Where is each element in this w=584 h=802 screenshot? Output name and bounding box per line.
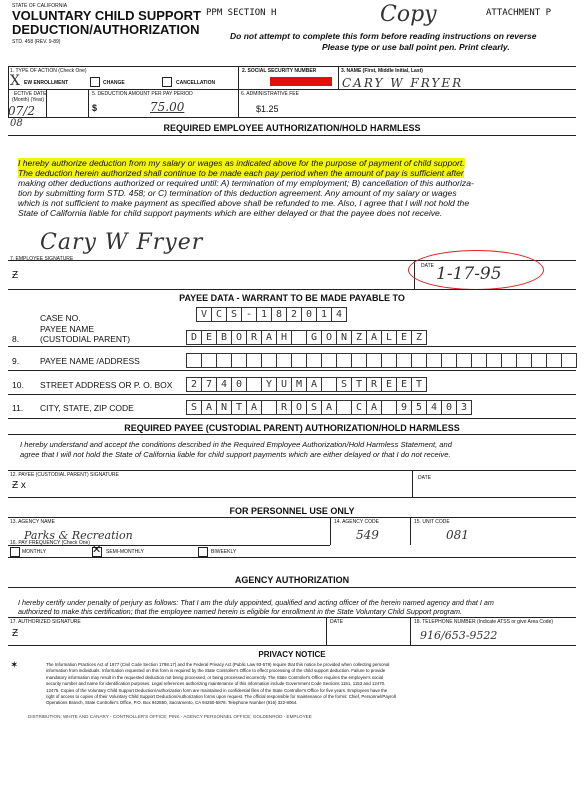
agency-code-label: 14. AGENCY CODE <box>334 519 379 525</box>
street-char: 7 <box>201 377 217 392</box>
payee-name-char: H <box>276 330 292 345</box>
ppm-section: PPM SECTION H <box>206 8 277 18</box>
new-enrollment-check[interactable]: X <box>10 73 20 89</box>
custodial-line-2: agree that I will not hold the State of California liable for child support payments which are either delayed or that I do not receive. <box>20 450 451 459</box>
city-char: R <box>276 400 292 415</box>
auth-line-1: I hereby authorize deduction from my salary or wages as indicated above for the purpose of payment of child support. <box>18 158 465 168</box>
row-9-number: 9. <box>12 356 20 366</box>
form-title-line1: VOLUNTARY CHILD SUPPORT <box>12 8 201 23</box>
payee-signature-field[interactable]: Ƶ x <box>12 480 26 491</box>
admin-fee-value: $1.25 <box>256 104 279 114</box>
signature-date[interactable]: 1-17-95 <box>436 264 502 284</box>
row-11-number: 11. <box>12 403 24 413</box>
street-char: T <box>411 377 427 392</box>
payee-name-char: O <box>231 330 247 345</box>
authorized-signature-label: 17. AUTHORIZED SIGNATURE <box>10 619 81 625</box>
case-char: 0 <box>301 307 317 322</box>
payee-heading: PAYEE DATA - WARRANT TO BE MADE PAYABLE TO <box>179 293 405 303</box>
payee-name-char: E <box>201 330 217 345</box>
semi-monthly-check: ✕ <box>92 544 102 556</box>
street-char: Y <box>261 377 277 392</box>
city-char: 5 <box>411 400 427 415</box>
effective-date-value[interactable]: 07/2 <box>8 104 35 118</box>
biweekly-label: BIWEEKLY <box>211 549 237 555</box>
agency-name-label: 13. AGENCY NAME <box>10 519 55 525</box>
city-char: S <box>306 400 322 415</box>
cancellation-label: CANCELLATION <box>176 80 216 86</box>
privacy-mark: ✶ <box>10 660 19 671</box>
payee-address-label: PAYEE NAME /ADDRESS <box>40 356 140 366</box>
city-char: C <box>351 400 367 415</box>
auth-line-4: tion by submitting form STD. 458; or C) termination of this deduction agreement. Any amount of my salary or wages <box>18 188 457 198</box>
payee-name-char: Z <box>351 330 367 345</box>
case-char: V <box>196 307 212 322</box>
payee-name-char: R <box>246 330 262 345</box>
row-10-number: 10. <box>12 380 24 390</box>
street-char: 2 <box>186 377 202 392</box>
dollar-sign: $ <box>92 103 98 113</box>
privacy-line: Operations Branch, State Controller's Office, P.O. Box 942850, Sacramento, CA 94250-5878. Telephone Number (916) 322-8064. <box>46 700 298 706</box>
attachment-label: ATTACHMENT P <box>486 8 552 18</box>
street-char: S <box>336 377 352 392</box>
effective-date-label: ECTIVE DATE <box>14 91 47 97</box>
personnel-heading: FOR PERSONNEL USE ONLY <box>229 506 355 516</box>
payee-name-char: L <box>381 330 397 345</box>
auth-line-6: State of California liable for child support payments which are either delayed or that the payee does not receive. <box>18 208 443 218</box>
city-char: A <box>201 400 217 415</box>
case-char: C <box>211 307 227 322</box>
state-label: STATE OF CALIFORNIA <box>12 3 68 9</box>
deduction-label: 5. DEDUCTION AMOUNT PER PAY PERIOD <box>92 91 193 97</box>
privacy-line: information from individuals. Information requested on this form is required by the State Controller's Office to effect processing of the child support deduction. Failure to provide <box>46 668 386 674</box>
payee-name-char: A <box>366 330 382 345</box>
city-char: 0 <box>441 400 457 415</box>
agency-auth-heading: AGENCY AUTHORIZATION <box>234 575 350 585</box>
city-char: A <box>321 400 337 415</box>
city-char: T <box>231 400 247 415</box>
row-8-number: 8. <box>12 334 20 344</box>
city-char: A <box>366 400 382 415</box>
city-char: 4 <box>426 400 442 415</box>
payee-date-label: DATE <box>418 475 431 481</box>
city-char <box>336 400 352 415</box>
authorized-signature-field[interactable]: Ƶ <box>12 628 19 639</box>
street-char: T <box>351 377 367 392</box>
case-char: - <box>241 307 257 322</box>
agency-name-value[interactable]: Parks & Recreation <box>24 529 133 542</box>
street-char: 0 <box>231 377 247 392</box>
date-label: DATE <box>421 263 434 269</box>
employee-signature[interactable]: Cary W Fryer <box>40 230 204 255</box>
monthly-label: MONTHLY <box>22 549 47 555</box>
privacy-heading: PRIVACY NOTICE <box>258 650 326 659</box>
name-field[interactable]: CARY W FRYER <box>342 76 464 90</box>
case-no-label: CASE NO. <box>40 313 81 323</box>
action-type-label: 1. TYPE OF ACTION (Check One) <box>10 68 87 74</box>
phone-label: 18. TELEPHONE NUMBER (Indicate ATSS or give Area Code) <box>414 619 554 625</box>
auth-line-2: The deduction herein authorized shall continue to be made each pay period when the amount of pay is sufficient after <box>18 168 464 178</box>
auth-line-5: which is not sufficient to make payment as specified above shall be refunded to me. Also, I agree that I will not hold the <box>18 198 470 208</box>
street-address-field[interactable] <box>186 377 426 392</box>
semi-monthly-label: SEMI-MONTHLY <box>106 549 144 555</box>
agency-code-value[interactable]: 549 <box>356 528 379 542</box>
auth-paragraph <box>18 158 474 218</box>
unit-code-value[interactable]: 081 <box>446 528 469 542</box>
biweekly-checkbox[interactable] <box>198 547 208 557</box>
city-state-zip-label: CITY, STATE, ZIP CODE <box>40 403 134 413</box>
effective-date-value-2: 08 <box>10 118 23 129</box>
ssn-redaction <box>270 77 332 86</box>
custodial-heading: REQUIRED PAYEE (CUSTODIAL PARENT) AUTHORIZATION/HOLD HARMLESS <box>124 423 460 433</box>
ssn-label: 2. SOCIAL SECURITY NUMBER <box>242 68 317 74</box>
payee-name-field[interactable] <box>186 330 426 345</box>
payee-name-char: A <box>261 330 277 345</box>
street-char: E <box>381 377 397 392</box>
pay-frequency-label: 16. PAY FREQUENCY (Check One) <box>10 540 90 546</box>
payee-name-char: O <box>321 330 337 345</box>
case-no-field[interactable] <box>196 307 346 322</box>
case-char: 4 <box>331 307 347 322</box>
payee-name-char: D <box>186 330 202 345</box>
effective-date-sub: (Month) (Year) <box>12 97 45 103</box>
city-char <box>261 400 277 415</box>
privacy-line: security number and name for identification purposes. Legal references authorizing maintenance of this information include Government Code Sections 1151, 1153 and 12470. <box>46 681 386 687</box>
monthly-checkbox[interactable] <box>10 547 20 557</box>
case-char: 1 <box>316 307 332 322</box>
instructions-line1: Do not attempt to complete this form before reading instructions on reverse <box>230 31 537 41</box>
privacy-line: right of access to copies of their Voluntary Child Support Deduction/Authorization forms upon request. The official responsible for maintenance of the forms: Chief, Personnel/Payroll <box>46 694 396 700</box>
change-checkbox[interactable] <box>90 77 100 87</box>
instructions-line2: Please type or use ball point pen. Print clearly. <box>322 42 510 52</box>
agency-line-2: authorized to make this certification; that the employee named herein is eligible for enrollment in the State Voluntary Child Support program. <box>18 607 462 616</box>
payee-name-char: B <box>216 330 232 345</box>
form-title-line2: DEDUCTION/AUTHORIZATION <box>12 22 200 37</box>
case-char: 8 <box>271 307 287 322</box>
cancellation-checkbox[interactable] <box>162 77 172 87</box>
deduction-amount[interactable]: 75.00 <box>150 100 185 114</box>
distribution-footer: DISTRIBUTION: WHITE AND CANARY - CONTROLLER'S OFFICE; PINK - AGENCY PERSONNEL OFFICE; GOLDENROD - EMPLOYEE <box>28 714 312 719</box>
agency-date-label: DATE <box>330 619 343 625</box>
privacy-paragraph <box>46 662 564 707</box>
payee-name-char: E <box>396 330 412 345</box>
privacy-line: 12475. Copies of the Voluntary Child Support Deduction/Authorization form are maintained in confidential files of the State Controller's Office for five years. Employees have the <box>46 687 388 693</box>
privacy-line: The Information Practices Act of 1977 (Civil Code Section 1798.17) and the Federal Privacy Act (Public Law 93-579) require that this notice be provided when collecting personal <box>46 662 390 667</box>
name-label: 3. NAME (First, Middle Initial, Last) <box>341 68 423 74</box>
signature-mark: Ƶ <box>12 270 19 281</box>
new-enrollment-label: EW ENROLLMENT <box>24 80 69 86</box>
street-char <box>321 377 337 392</box>
payee-name-label-2: (CUSTODIAL PARENT) <box>40 334 131 344</box>
unit-code-label: 15. UNIT CODE <box>414 519 450 525</box>
admin-fee-label: 6. ADMINISTRATIVE FEE <box>241 91 299 97</box>
custodial-paragraph <box>20 440 452 460</box>
street-char: R <box>366 377 382 392</box>
street-char: 4 <box>216 377 232 392</box>
city-char: 9 <box>396 400 412 415</box>
payee-signature-label: 12. PAYEE (CUSTODIAL PARENT) SIGNATURE <box>10 472 119 478</box>
phone-value[interactable]: 916/653-9522 <box>420 629 498 642</box>
city-char <box>381 400 397 415</box>
street-char <box>246 377 262 392</box>
payee-name-char: N <box>336 330 352 345</box>
auth-line-3: making other deductions authorized or required until: A) termination of my employment; B) cancellation of this authoriza- <box>18 178 474 188</box>
payee-name-char: Z <box>411 330 427 345</box>
street-char: M <box>291 377 307 392</box>
case-char: S <box>226 307 242 322</box>
agency-line-1: I hereby certify under penalty of perjury as follows: That I am the duly appointed, qualified and acting officer of the herein named agency and that I am <box>18 598 494 607</box>
street-char: E <box>396 377 412 392</box>
city-char: A <box>246 400 262 415</box>
copy-mark: Copy <box>380 2 437 27</box>
custodial-line-1: I hereby understand and accept the conditions described in the Required Employee Authorization/Hold Harmless Statement, and <box>20 440 452 449</box>
agency-paragraph <box>18 598 494 616</box>
employee-auth-heading: REQUIRED EMPLOYEE AUTHORIZATION/HOLD HARMLESS <box>163 123 421 133</box>
employee-signature-label: 7. EMPLOYEE SIGNATURE <box>10 256 74 262</box>
street-address-label: STREET ADDRESS OR P. O. BOX <box>40 380 173 390</box>
city-char: O <box>291 400 307 415</box>
street-char: A <box>306 377 322 392</box>
privacy-line: mandatory information may result in the requested deduction not being processed, or being processed incorrectly. The State Controller's Office requires the employee's social <box>46 674 384 680</box>
change-label: CHANGE <box>103 80 125 86</box>
case-char: 1 <box>256 307 272 322</box>
city-state-zip-field[interactable] <box>186 400 471 415</box>
payee-name-char: G <box>306 330 322 345</box>
case-char: 2 <box>286 307 302 322</box>
form-number: STD. 458 (REV. 9-89) <box>12 39 61 45</box>
city-char: 3 <box>456 400 472 415</box>
payee-name-label-1: PAYEE NAME <box>40 324 95 334</box>
payee-address-field[interactable] <box>186 353 576 368</box>
city-char: S <box>186 400 202 415</box>
street-char: U <box>276 377 292 392</box>
payee-name-char <box>291 330 307 345</box>
red-circle-annotation <box>408 250 544 290</box>
city-char: N <box>216 400 232 415</box>
